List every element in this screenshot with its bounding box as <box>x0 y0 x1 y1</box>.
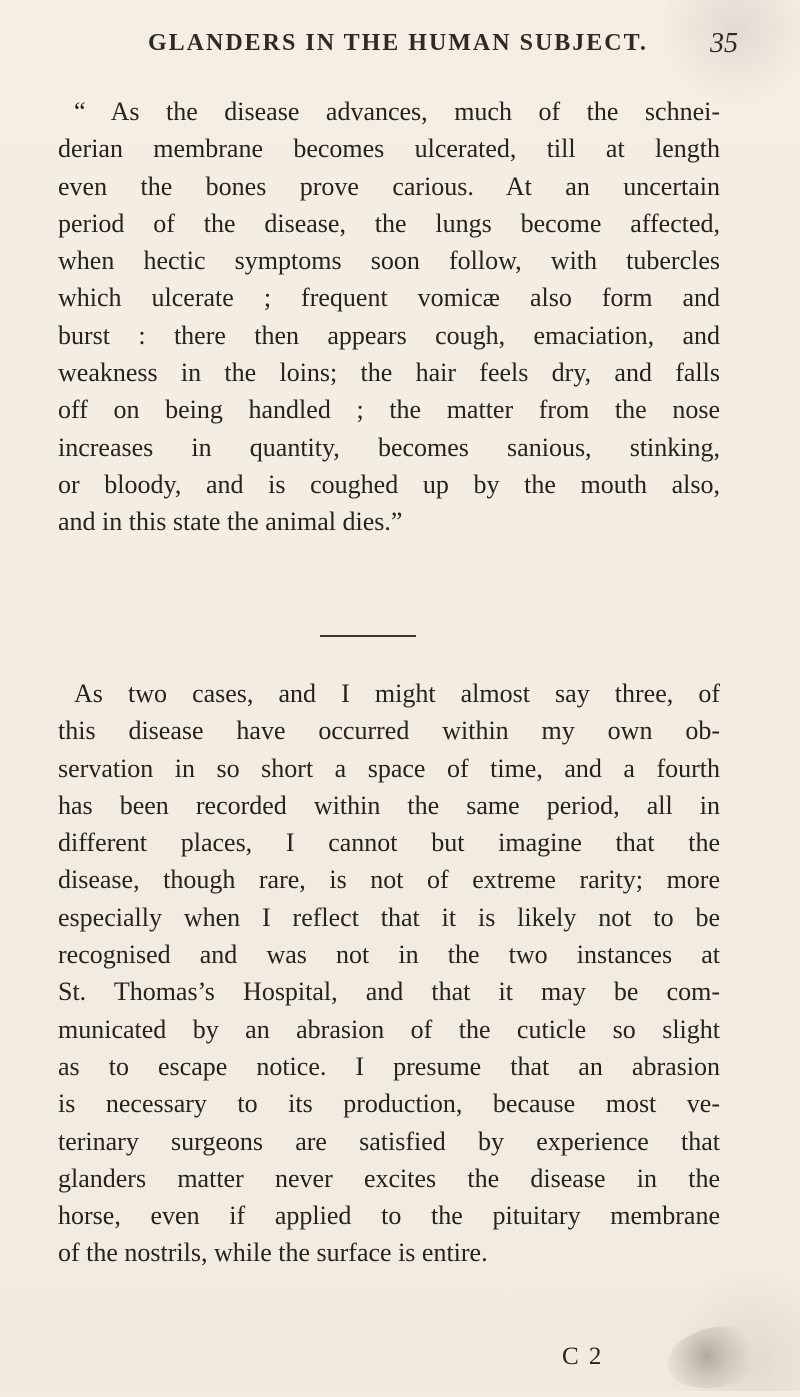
quote-line: period of the disease, the lungs become affected, <box>58 208 720 238</box>
quote-line: “ As the disease advances, much of the schnei- <box>74 97 720 126</box>
body-line: municated by an abrasion of the cuticle so slight <box>58 1014 720 1044</box>
quote-line: increases in quantity, becomes sanious, stinking, <box>58 432 720 462</box>
body-line: disease, though rare, is not of extreme rarity; more <box>58 865 720 895</box>
body-line: is necessary to its production, because most ve- <box>58 1089 720 1119</box>
body-line: has been recorded within the same period, all in <box>58 790 720 820</box>
section-divider <box>320 635 416 637</box>
quote-line: or bloody, and is coughed up by the mouth also, <box>58 469 720 499</box>
body-line: terinary surgeons are satisfied by experience that <box>58 1126 720 1156</box>
body-line: different places, I cannot but imagine that the <box>58 828 720 858</box>
quote-line: off on being handled ; the matter from the nose <box>58 395 720 425</box>
body-line: St. Thomas’s Hospital, and that it may be com- <box>58 977 720 1007</box>
body-line: glanders matter never excites the disease in the <box>58 1163 720 1193</box>
quote-line: even the bones prove carious. At an uncertain <box>58 171 720 201</box>
body-line: this disease have occurred within my own ob- <box>58 716 720 746</box>
quoted-passage <box>58 93 720 541</box>
body-line: horse, even if applied to the pituitary membrane <box>58 1201 720 1231</box>
body-line: As two cases, and I might almost say three, of <box>74 679 720 708</box>
page-header <box>60 28 740 62</box>
signature-mark: C 2 <box>562 1343 604 1370</box>
body-paragraph <box>58 675 720 1272</box>
running-head: GLANDERS IN THE HUMAN SUBJECT. <box>148 30 648 56</box>
quote-line: burst : there then appears cough, emaciation, and <box>58 320 720 350</box>
quote-line: derian membrane becomes ulcerated, till at length <box>58 134 720 164</box>
quote-line: when hectic symptoms soon follow, with tubercles <box>58 246 720 276</box>
page-number: 35 <box>710 28 738 59</box>
body-line: especially when I reflect that it is likely not to be <box>58 902 720 932</box>
body-line: servation in so short a space of time, and a fourth <box>58 753 720 783</box>
paper-stain <box>662 1317 772 1396</box>
body-line: recognised and was not in the two instances at <box>58 940 720 970</box>
quote-line: which ulcerate ; frequent vomicæ also form and <box>58 283 720 313</box>
quote-line: weakness in the loins; the hair feels dry, and falls <box>58 358 720 388</box>
quote-line: and in this state the animal dies.” <box>58 507 403 537</box>
body-line: of the nostrils, while the surface is entire. <box>58 1238 488 1268</box>
body-line: as to escape notice. I presume that an abrasion <box>58 1051 720 1081</box>
